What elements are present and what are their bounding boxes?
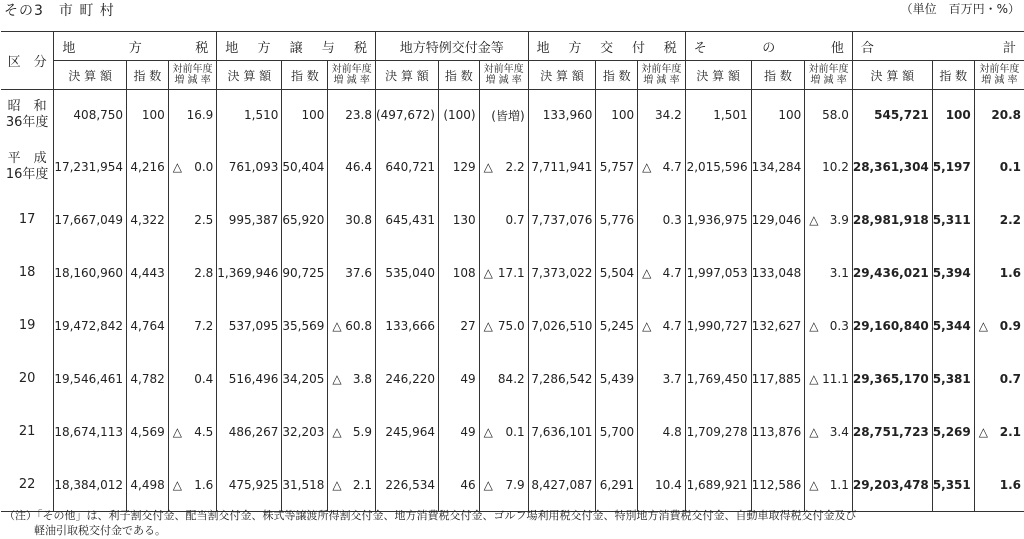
row-label-line: 22 bbox=[18, 476, 36, 492]
cell-index: 100 bbox=[282, 90, 328, 141]
subheader-change bbox=[328, 61, 376, 90]
cell-amount: 537,095 bbox=[217, 300, 282, 353]
decrease-triangle: △ bbox=[172, 160, 182, 174]
cell-change bbox=[328, 90, 376, 141]
change-value: 3.9 bbox=[829, 213, 849, 227]
change-value: 1.6 bbox=[999, 477, 1021, 492]
row-label bbox=[1, 353, 54, 406]
table-row bbox=[1, 406, 1024, 459]
cell-amount: 18,160,960 bbox=[54, 247, 127, 300]
subheader-change-line1: 対前年度 bbox=[483, 64, 524, 75]
change-value: 4.8 bbox=[662, 425, 682, 439]
change-value: 34.2 bbox=[655, 108, 682, 123]
cell-index: 100 bbox=[751, 90, 805, 141]
cell-change bbox=[168, 141, 217, 194]
cell-amount: 29,203,478 bbox=[852, 459, 932, 512]
decrease-triangle: △ bbox=[978, 319, 988, 333]
cell-change bbox=[638, 247, 686, 300]
subheader-amount: 決 算 額 bbox=[217, 61, 282, 90]
subheader-amount: 決 算 額 bbox=[685, 61, 751, 90]
cell-change bbox=[974, 406, 1024, 459]
cell-index: 4,498 bbox=[127, 459, 169, 512]
cell-index: 31,518 bbox=[282, 459, 328, 512]
cell-amount: 28,361,304 bbox=[852, 141, 932, 194]
subheader-index: 指 数 bbox=[127, 61, 169, 90]
subheader-change bbox=[638, 61, 686, 90]
cell-amount: 226,534 bbox=[375, 459, 438, 512]
cell-change bbox=[328, 247, 376, 300]
row-label-line: 16年度 bbox=[5, 167, 49, 182]
cell-change bbox=[168, 300, 217, 353]
cell-amount: (497,672) bbox=[375, 90, 438, 141]
cell-index: 4,782 bbox=[127, 353, 169, 406]
subheader-index: 指 数 bbox=[282, 61, 328, 90]
cell-amount: 475,925 bbox=[217, 459, 282, 512]
row-label-line: 18 bbox=[18, 265, 36, 280]
cell-amount: 535,040 bbox=[375, 247, 438, 300]
decrease-triangle: △ bbox=[172, 425, 182, 439]
cell-amount: 408,750 bbox=[54, 90, 127, 141]
change-value: 3.7 bbox=[662, 372, 682, 386]
change-value: 1.6 bbox=[194, 477, 214, 492]
cell-index: 5,700 bbox=[596, 406, 638, 459]
unit-label: （単位 百万円・%） bbox=[900, 2, 1020, 16]
cell-amount: 516,496 bbox=[217, 353, 282, 406]
subheader-amount: 決 算 額 bbox=[54, 61, 127, 90]
header-group-koufuzei: 地 方 交 付 税 bbox=[528, 32, 685, 61]
change-value: 75.0 bbox=[497, 319, 525, 333]
cell-change bbox=[479, 353, 528, 406]
change-value: 0.0 bbox=[194, 160, 214, 174]
cell-change bbox=[168, 353, 217, 406]
cell-change bbox=[805, 459, 853, 512]
cell-index: 132,627 bbox=[751, 300, 805, 353]
change-value: (皆増) bbox=[491, 108, 525, 123]
subheader-change-line2: 増 減 率 bbox=[981, 75, 1018, 86]
cell-change bbox=[805, 300, 853, 353]
cell-change bbox=[479, 90, 528, 141]
cell-index: 49 bbox=[438, 353, 479, 406]
cell-amount: 1,689,921 bbox=[685, 459, 751, 512]
cell-amount: 18,674,113 bbox=[54, 406, 127, 459]
table-row bbox=[1, 459, 1024, 512]
cell-amount: 7,636,101 bbox=[528, 406, 596, 459]
change-value: 3.8 bbox=[352, 372, 372, 386]
cell-index: 4,216 bbox=[127, 141, 169, 194]
cell-index: 4,322 bbox=[127, 194, 169, 247]
cell-amount: 7,026,510 bbox=[528, 300, 596, 353]
cell-amount: 995,387 bbox=[217, 194, 282, 247]
change-value: 0.4 bbox=[194, 372, 214, 386]
row-label bbox=[1, 194, 54, 247]
change-value: 58.0 bbox=[822, 108, 849, 123]
change-value: 0.7 bbox=[999, 372, 1021, 386]
data-table bbox=[1, 31, 1024, 512]
change-value: 0.3 bbox=[829, 319, 849, 333]
row-label-line: 昭 和 bbox=[7, 99, 47, 115]
cell-amount: 486,267 bbox=[217, 406, 282, 459]
table-row bbox=[1, 353, 1024, 406]
cell-index: 90,725 bbox=[282, 247, 328, 300]
table-row bbox=[1, 90, 1024, 141]
subheader-change-line2: 増 減 率 bbox=[174, 75, 211, 86]
decrease-triangle: △ bbox=[332, 319, 342, 333]
cell-change bbox=[638, 353, 686, 406]
cell-amount: 1,936,975 bbox=[685, 194, 751, 247]
cell-change bbox=[168, 459, 217, 512]
cell-amount: 1,369,946 bbox=[217, 247, 282, 300]
cell-index: 65,920 bbox=[282, 194, 328, 247]
cell-amount: 17,231,954 bbox=[54, 141, 127, 194]
cell-change bbox=[328, 300, 376, 353]
cell-index: 5,197 bbox=[932, 141, 974, 194]
cell-index: 100 bbox=[596, 90, 638, 141]
cell-change bbox=[168, 194, 217, 247]
cell-change bbox=[638, 194, 686, 247]
cell-change bbox=[974, 300, 1024, 353]
cell-amount: 8,427,087 bbox=[528, 459, 596, 512]
subheader-change-line2: 増 減 率 bbox=[333, 75, 370, 86]
row-label bbox=[1, 90, 54, 141]
row-label bbox=[1, 406, 54, 459]
cell-change bbox=[974, 459, 1024, 512]
footnote-continued: 軽油引取税交付金である。 bbox=[34, 524, 166, 537]
change-value: 4.7 bbox=[662, 160, 682, 174]
change-value: 37.6 bbox=[345, 266, 372, 280]
row-label bbox=[1, 141, 54, 194]
cell-amount: 1,501 bbox=[685, 90, 751, 141]
cell-change bbox=[638, 300, 686, 353]
change-value: 1.6 bbox=[999, 266, 1021, 280]
decrease-triangle: △ bbox=[483, 319, 493, 333]
table-row bbox=[1, 300, 1024, 353]
cell-index: 5,245 bbox=[596, 300, 638, 353]
cell-change bbox=[974, 141, 1024, 194]
cell-change bbox=[479, 141, 528, 194]
cell-change bbox=[805, 247, 853, 300]
cell-change bbox=[974, 247, 1024, 300]
page-title: その3 市 町 村 bbox=[4, 3, 115, 19]
change-value: 0.9 bbox=[999, 319, 1021, 333]
cell-index: 4,569 bbox=[127, 406, 169, 459]
cell-amount: 1,990,727 bbox=[685, 300, 751, 353]
change-value: 7.2 bbox=[194, 319, 214, 333]
subheader-change-line2: 増 減 率 bbox=[485, 75, 522, 86]
decrease-triangle: △ bbox=[332, 372, 342, 386]
cell-amount: 133,960 bbox=[528, 90, 596, 141]
cell-index: 49 bbox=[438, 406, 479, 459]
row-label-line: 平 成 bbox=[7, 151, 47, 166]
change-value: 0.1 bbox=[505, 425, 525, 439]
change-value: 2.2 bbox=[505, 160, 525, 174]
cell-change bbox=[328, 194, 376, 247]
cell-index: 130 bbox=[438, 194, 479, 247]
cell-change bbox=[805, 406, 853, 459]
change-value: 84.2 bbox=[497, 372, 525, 386]
decrease-triangle: △ bbox=[642, 266, 652, 280]
cell-amount: 19,546,461 bbox=[54, 353, 127, 406]
cell-index: 129 bbox=[438, 141, 479, 194]
cell-index: 50,404 bbox=[282, 141, 328, 194]
cell-change bbox=[974, 353, 1024, 406]
cell-change bbox=[328, 353, 376, 406]
cell-amount: 18,384,012 bbox=[54, 459, 127, 512]
cell-index: 46 bbox=[438, 459, 479, 512]
subheader-change bbox=[805, 61, 853, 90]
cell-index: 129,046 bbox=[751, 194, 805, 247]
change-value: 2.1 bbox=[999, 425, 1021, 439]
cell-change bbox=[805, 141, 853, 194]
footnote: （注）「その他」は、利子割交付金、配当割交付金、株式等譲渡所得割交付金、地方消費税交付金、ゴルフ場利用税交付金、特別地方消費税交付金、自動車取得税交付金及び bbox=[4, 509, 857, 522]
row-label-line: 36年度 bbox=[5, 115, 49, 131]
change-value: 5.9 bbox=[352, 425, 372, 439]
cell-amount: 1,709,278 bbox=[685, 406, 751, 459]
subheader-change-line2: 増 減 率 bbox=[810, 75, 847, 86]
change-value: 10.2 bbox=[822, 160, 849, 174]
subheader-change bbox=[479, 61, 528, 90]
cell-amount: 761,093 bbox=[217, 141, 282, 194]
cell-change bbox=[638, 141, 686, 194]
cell-index: 34,205 bbox=[282, 353, 328, 406]
change-value: 7.9 bbox=[505, 477, 525, 492]
cell-amount: 545,721 bbox=[852, 90, 932, 141]
cell-change bbox=[479, 300, 528, 353]
cell-change bbox=[638, 406, 686, 459]
change-value: 0.1 bbox=[999, 160, 1021, 174]
cell-index: 117,885 bbox=[751, 353, 805, 406]
change-value: 1.1 bbox=[829, 477, 849, 492]
cell-change bbox=[974, 194, 1024, 247]
header-group-sonota: そ の 他 bbox=[685, 32, 852, 61]
cell-amount: 246,220 bbox=[375, 353, 438, 406]
change-value: 0.7 bbox=[505, 213, 525, 227]
subheader-change-line1: 対前年度 bbox=[331, 64, 372, 75]
table-row bbox=[1, 194, 1024, 247]
cell-amount: 1,769,450 bbox=[685, 353, 751, 406]
decrease-triangle: △ bbox=[809, 319, 819, 333]
cell-index: 5,269 bbox=[932, 406, 974, 459]
cell-amount: 29,160,840 bbox=[852, 300, 932, 353]
change-value: 11.1 bbox=[822, 372, 849, 386]
cell-index: 32,203 bbox=[282, 406, 328, 459]
header-group-jouyozei: 地 方 譲 与 税 bbox=[217, 32, 376, 61]
cell-index: 5,351 bbox=[932, 459, 974, 512]
cell-amount: 7,286,542 bbox=[528, 353, 596, 406]
subheader-amount: 決 算 額 bbox=[375, 61, 438, 90]
decrease-triangle: △ bbox=[172, 477, 182, 492]
change-value: 10.4 bbox=[655, 477, 682, 492]
decrease-triangle: △ bbox=[483, 160, 493, 174]
cell-change bbox=[974, 90, 1024, 141]
change-value: 20.8 bbox=[991, 108, 1021, 123]
cell-index: 4,764 bbox=[127, 300, 169, 353]
cell-change bbox=[328, 141, 376, 194]
cell-amount: 28,981,918 bbox=[852, 194, 932, 247]
decrease-triangle: △ bbox=[483, 425, 493, 439]
change-value: 16.9 bbox=[186, 108, 214, 123]
cell-amount: 2,015,596 bbox=[685, 141, 751, 194]
cell-index: 35,569 bbox=[282, 300, 328, 353]
cell-change bbox=[638, 90, 686, 141]
cell-index: 112,586 bbox=[751, 459, 805, 512]
cell-change bbox=[638, 459, 686, 512]
row-label-line: 20 bbox=[18, 371, 36, 386]
cell-index: 133,048 bbox=[751, 247, 805, 300]
cell-amount: 7,373,022 bbox=[528, 247, 596, 300]
decrease-triangle: △ bbox=[332, 477, 342, 492]
change-value: 17.1 bbox=[497, 266, 525, 280]
row-label-line: 19 bbox=[18, 318, 36, 333]
cell-index: 5,344 bbox=[932, 300, 974, 353]
cell-amount: 17,667,049 bbox=[54, 194, 127, 247]
cell-change bbox=[328, 459, 376, 512]
cell-amount: 640,721 bbox=[375, 141, 438, 194]
table-row bbox=[1, 247, 1024, 300]
cell-change bbox=[479, 194, 528, 247]
cell-index: 6,291 bbox=[596, 459, 638, 512]
decrease-triangle: △ bbox=[809, 425, 819, 439]
row-label-line: 21 bbox=[18, 424, 36, 439]
cell-change bbox=[479, 406, 528, 459]
change-value: 46.4 bbox=[345, 160, 372, 174]
cell-index: 5,439 bbox=[596, 353, 638, 406]
cell-change bbox=[168, 247, 217, 300]
cell-index: 108 bbox=[438, 247, 479, 300]
cell-change bbox=[805, 90, 853, 141]
cell-change bbox=[805, 194, 853, 247]
decrease-triangle: △ bbox=[809, 213, 819, 227]
cell-index: 5,394 bbox=[932, 247, 974, 300]
decrease-triangle: △ bbox=[483, 477, 493, 492]
change-value: 2.1 bbox=[352, 477, 372, 492]
cell-amount: 645,431 bbox=[375, 194, 438, 247]
subheader-change bbox=[168, 61, 217, 90]
decrease-triangle: △ bbox=[978, 425, 988, 439]
cell-change bbox=[479, 459, 528, 512]
cell-index: 5,504 bbox=[596, 247, 638, 300]
subheader-change-line2: 増 減 率 bbox=[643, 75, 680, 86]
cell-change bbox=[168, 406, 217, 459]
cell-index: 100 bbox=[932, 90, 974, 141]
cell-amount: 29,436,021 bbox=[852, 247, 932, 300]
subheader-index: 指 数 bbox=[751, 61, 805, 90]
subheader-change-line1: 対前年度 bbox=[808, 64, 849, 75]
cell-amount: 28,751,723 bbox=[852, 406, 932, 459]
header-group-total: 合 計 bbox=[852, 32, 1024, 61]
subheader-amount: 決 算 額 bbox=[528, 61, 596, 90]
cell-change bbox=[168, 90, 217, 141]
subheader-change-line1: 対前年度 bbox=[641, 64, 682, 75]
change-value: 2.2 bbox=[999, 213, 1021, 227]
decrease-triangle: △ bbox=[332, 425, 342, 439]
cell-index: 5,311 bbox=[932, 194, 974, 247]
cell-amount: 1,510 bbox=[217, 90, 282, 141]
cell-change bbox=[805, 353, 853, 406]
decrease-triangle: △ bbox=[642, 160, 652, 174]
cell-amount: 245,964 bbox=[375, 406, 438, 459]
change-value: 23.8 bbox=[345, 108, 372, 123]
cell-index: 5,776 bbox=[596, 194, 638, 247]
subheader-index: 指 数 bbox=[932, 61, 974, 90]
subheader-change-line1: 対前年度 bbox=[979, 64, 1020, 75]
cell-amount: 133,666 bbox=[375, 300, 438, 353]
change-value: 3.1 bbox=[829, 266, 849, 280]
change-value: 4.7 bbox=[662, 319, 682, 333]
header-group-chihouzei: 地 方 税 bbox=[54, 32, 217, 61]
row-label-line: 17 bbox=[18, 212, 36, 227]
header-kubun: 区 分 bbox=[1, 32, 54, 90]
change-value: 4.7 bbox=[662, 266, 682, 280]
cell-amount: 7,737,076 bbox=[528, 194, 596, 247]
subheader-index: 指 数 bbox=[596, 61, 638, 90]
cell-index: (100) bbox=[438, 90, 479, 141]
table-row bbox=[1, 141, 1024, 194]
cell-change bbox=[479, 247, 528, 300]
change-value: 30.8 bbox=[345, 213, 372, 227]
decrease-triangle: △ bbox=[809, 477, 819, 492]
cell-amount: 29,365,170 bbox=[852, 353, 932, 406]
cell-index: 5,381 bbox=[932, 353, 974, 406]
subheader-change-line1: 対前年度 bbox=[172, 64, 213, 75]
cell-amount: 1,997,053 bbox=[685, 247, 751, 300]
decrease-triangle: △ bbox=[483, 266, 493, 280]
cell-index: 5,757 bbox=[596, 141, 638, 194]
change-value: 60.8 bbox=[345, 319, 372, 333]
change-value: 3.4 bbox=[829, 425, 849, 439]
cell-index: 113,876 bbox=[751, 406, 805, 459]
row-label bbox=[1, 459, 54, 512]
subheader-amount: 決 算 額 bbox=[852, 61, 932, 90]
row-label bbox=[1, 247, 54, 300]
row-label bbox=[1, 300, 54, 353]
change-value: 2.8 bbox=[194, 266, 214, 280]
cell-amount: 19,472,842 bbox=[54, 300, 127, 353]
cell-index: 100 bbox=[127, 90, 169, 141]
change-value: 4.5 bbox=[194, 425, 214, 439]
cell-amount: 7,711,941 bbox=[528, 141, 596, 194]
cell-change bbox=[328, 406, 376, 459]
change-value: 0.3 bbox=[662, 213, 682, 227]
decrease-triangle: △ bbox=[809, 372, 819, 386]
header-group-tokurei: 地方特例交付金等 bbox=[375, 32, 528, 61]
subheader-change bbox=[974, 61, 1024, 90]
decrease-triangle: △ bbox=[642, 319, 652, 333]
cell-index: 27 bbox=[438, 300, 479, 353]
cell-index: 4,443 bbox=[127, 247, 169, 300]
cell-index: 134,284 bbox=[751, 141, 805, 194]
subheader-index: 指 数 bbox=[438, 61, 479, 90]
change-value: 2.5 bbox=[194, 213, 214, 227]
